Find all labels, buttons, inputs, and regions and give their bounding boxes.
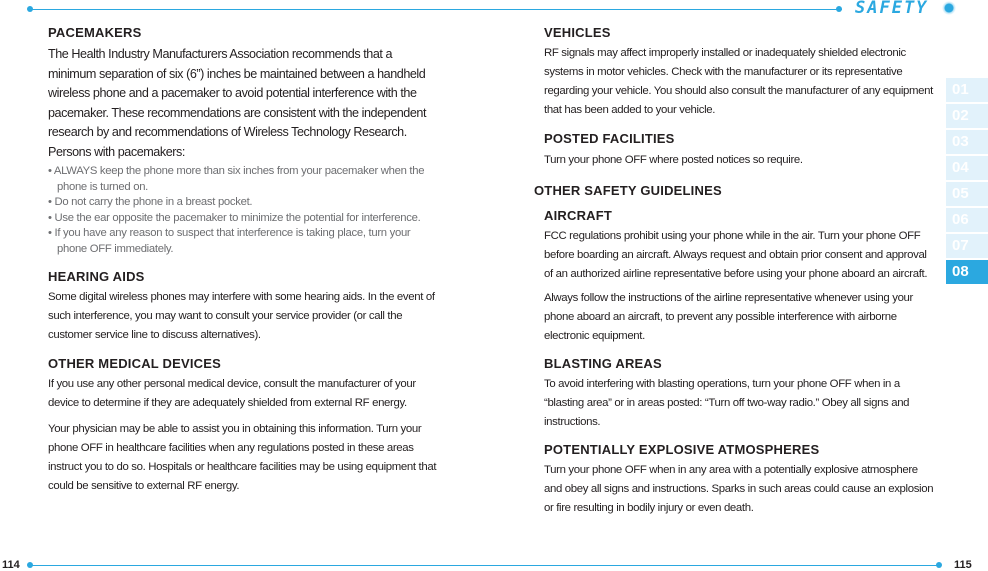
section-title-other-safety-guidelines: OTHER SAFETY GUIDELINES — [534, 183, 722, 198]
page-number-left: 114 — [2, 559, 20, 571]
section-title-posted-facilities: POSTED FACILITIES — [544, 131, 675, 146]
chapter-tab[interactable]: 07 — [946, 234, 988, 258]
chapter-tab[interactable]: 02 — [946, 104, 988, 128]
logo-orb-icon — [942, 1, 956, 15]
medical-devices-text-1: If you use any other personal medical device, consult the manufacturer of your device to determine if they are adequately shielded from external RF energy. — [48, 378, 416, 409]
hearing-aids-text: Some digital wireless phones may interfere with some hearing aids. In the event of such interference, you may want to consult your service provider (or call the customer service line to discuss alternatives). — [48, 291, 435, 341]
list-item: • If you have any reason to suspect that interference is taking place, turn your phone OFF immediately. — [48, 227, 411, 255]
left-page-column — [48, 24, 440, 496]
posted-facilities-text: Turn your phone OFF where posted notices so require. — [544, 154, 803, 166]
section-title-blasting-areas: BLASTING AREAS — [544, 356, 662, 371]
aircraft-text-2: Always follow the instructions of the airline representative whenever using your phone aboard an aircraft, to prevent any possible interference with airborne electronic equipment. — [544, 292, 913, 342]
blasting-areas-text: To avoid interfering with blasting operations, turn your phone OFF when in a “blasting area” or in areas posted: “Turn off two-way radio.” Obey all signs and instructions. — [544, 378, 910, 428]
list-item: • Use the ear opposite the pacemaker to minimize the potential for interference. — [48, 211, 421, 224]
rule-dot — [27, 6, 33, 12]
page-number-right: 115 — [954, 559, 972, 571]
section-title-hearing-aids: HEARING AIDS — [48, 269, 145, 284]
rule-dot — [836, 6, 842, 12]
section-title-vehicles: VEHICLES — [544, 25, 611, 40]
chapter-tabs — [946, 78, 988, 286]
rule-dot — [27, 562, 33, 568]
chapter-tab[interactable]: 03 — [946, 130, 988, 154]
list-item: • ALWAYS keep the phone more than six inches from your pacemaker when the phone is turned on. — [48, 165, 425, 193]
right-page-column — [534, 24, 936, 518]
chapter-tab[interactable]: 01 — [946, 78, 988, 102]
safety-logo: SAFETY — [855, 0, 929, 18]
section-title-explosive-atmospheres: POTENTIALLY EXPLOSIVE ATMOSPHERES — [544, 442, 820, 457]
explosive-atmospheres-text: Turn your phone OFF when in any area with a potentially explosive atmosphere and obey all signs and instructions. Sparks in such areas could cause an explosion or fire resulting in bodily injury or even death. — [544, 464, 934, 514]
chapter-tab[interactable]: 06 — [946, 208, 988, 232]
pacemakers-text: The Health Industry Manufacturers Association recommends that a minimum separation of six (6”) inches be maintained between a handheld wireless phone and a pacemaker to avoid potential interference with the pacemaker. These recommendations are consistent with the independent research by and recommendations of Wireless Technology Research. Persons with pacemakers: — [48, 47, 427, 159]
section-title-aircraft: AIRCRAFT — [544, 208, 613, 223]
chapter-tab-active[interactable]: 08 — [946, 260, 988, 284]
section-title-pacemakers: PACEMAKERS — [48, 25, 142, 40]
chapter-tab[interactable]: 05 — [946, 182, 988, 206]
chapter-tab[interactable]: 04 — [946, 156, 988, 180]
aircraft-text-1: FCC regulations prohibit using your phone while in the air. Turn your phone OFF before boarding an aircraft. Always request and obtain prior consent and approval of an authorized airline representative before using your phone aboard an aircraft. — [544, 230, 928, 280]
rule-dot — [936, 562, 942, 568]
medical-devices-text-2: Your physician may be able to assist you in obtaining this information. Turn your phone OFF in healthcare facilities when any regulations posted in these areas instruct you to do so. Hospitals or healthcare facilities may be using equipment that could be sensitive to external RF energy. — [48, 423, 437, 492]
vehicles-text: RF signals may affect improperly installed or inadequately shielded electronic systems in motor vehicles. Check with the manufacturer or its representative regarding your vehicle. You should also consult the manufacturer of any equipment that has been added to your vehicle. — [544, 47, 933, 116]
bottom-rule — [30, 565, 940, 566]
section-title-medical-devices: OTHER MEDICAL DEVICES — [48, 356, 221, 371]
pacemaker-bullet-list — [48, 164, 440, 257]
top-rule — [30, 9, 842, 10]
list-item: • Do not carry the phone in a breast pocket. — [48, 196, 253, 208]
